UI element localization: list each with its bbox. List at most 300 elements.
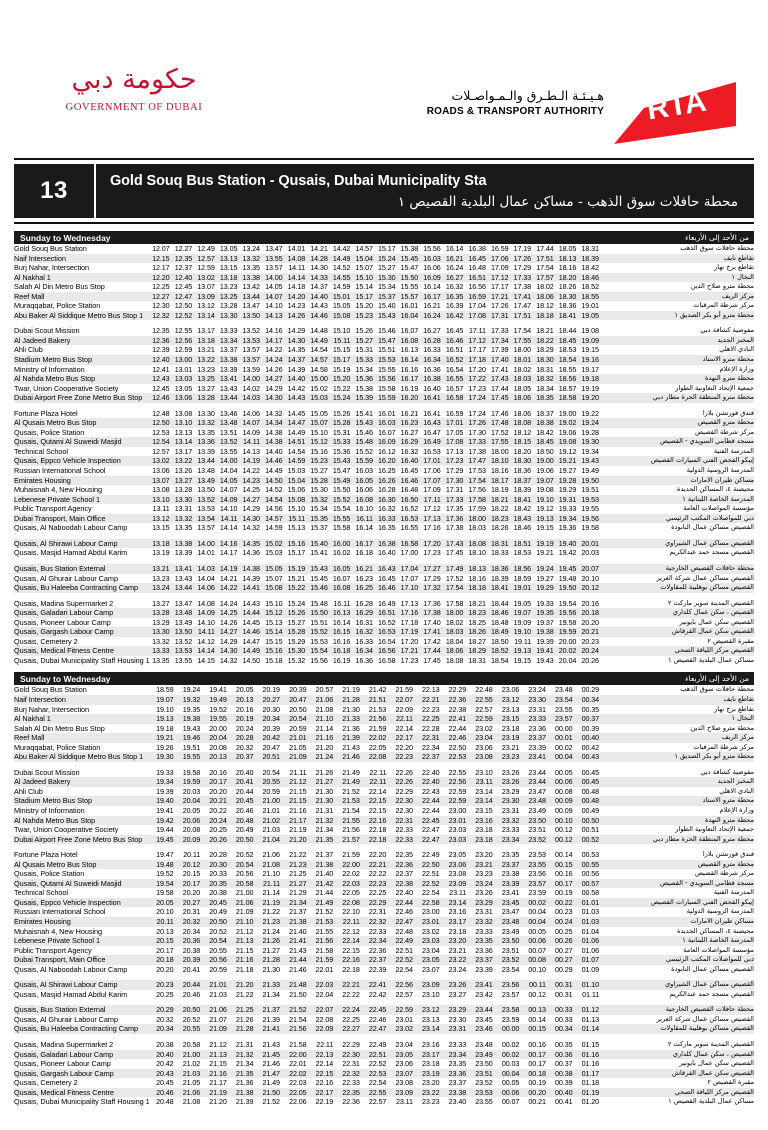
stop-name-arabic: محطة مترو النهدة [704, 374, 754, 383]
departure-time: 19.09 [513, 617, 532, 627]
departure-time: 15.11 [288, 513, 306, 523]
departure-time: 22.33 [395, 825, 413, 835]
departure-time: 19.37 [536, 617, 554, 627]
departure-time: 19.24 [536, 563, 554, 573]
departure-time: 18.15 [513, 437, 532, 447]
departure-time: 21.40 [289, 926, 307, 936]
departure-time: 21.11 [289, 767, 307, 777]
stop-name-arabic: دبي للمواصلات المكتب الرئيسي [666, 513, 754, 522]
departure-time: 15.22 [287, 583, 306, 593]
departure-time: 20.46 [182, 989, 201, 999]
table-row [14, 244, 754, 254]
departure-time: 18.22 [491, 504, 509, 514]
departure-time: 16.13 [400, 345, 419, 355]
departure-time: 22.50 [448, 742, 467, 752]
departure-time: 23.30 [501, 796, 520, 806]
departure-time: 00.04 [528, 917, 546, 926]
stop-name-arabic: المخبز الجديد [717, 777, 754, 786]
departure-time: 18.43 [513, 513, 532, 523]
departure-time: 14.22 [265, 345, 283, 355]
departure-time: 14.47 [287, 418, 306, 428]
departure-time: 14.30 [242, 513, 260, 523]
departure-time: 14.49 [265, 466, 283, 476]
departure-time: 14.02 [242, 383, 260, 393]
departure-time: 21.50 [289, 989, 307, 999]
departure-time: 22.47 [422, 834, 440, 844]
departure-time: 20.05 [235, 685, 254, 695]
departure-time: 23.11 [395, 1097, 413, 1107]
departure-time: 14.27 [242, 494, 260, 504]
departure-time: 13.13 [174, 427, 193, 437]
stop-name-english: Stadium Metro Bus Stop [14, 796, 92, 806]
departure-time: 16.45 [400, 466, 419, 476]
departure-time: 22.18 [368, 825, 387, 835]
departure-time: 16.32 [355, 627, 373, 637]
stop-name-arabic: مفوضية كشافة دبي [700, 767, 754, 776]
departure-time: 15.07 [265, 573, 283, 583]
departure-time: 19.17 [581, 364, 599, 374]
departure-time: 19.41 [156, 805, 174, 815]
departure-time: 12.59 [197, 263, 215, 273]
departure-time: 23.52 [501, 955, 520, 965]
stop-name-arabic: مركز الريف [721, 733, 754, 742]
departure-time: 17.45 [423, 655, 441, 665]
route-title-english: Gold Souq Bus Station - Qusais, Dubai Municipality Sta [110, 172, 487, 189]
departure-time: 18.55 [558, 364, 577, 374]
departure-time: 23.34 [501, 834, 520, 844]
stop-name-arabic: محطة حافلات سوق الذهب [680, 244, 754, 252]
departure-time: 23.39 [501, 878, 520, 888]
departure-time: 18.48 [491, 617, 509, 627]
departure-time: 18.50 [491, 636, 509, 646]
departure-time: 00.39 [581, 723, 600, 733]
departure-time: 01.06 [581, 945, 600, 955]
stop-name-arabic: القصيص مساكن بوهليبة للمقاولات [660, 1024, 754, 1033]
departure-time: 23.02 [395, 1024, 413, 1034]
departure-time: 21.02 [262, 815, 280, 825]
departure-time: 21.06 [262, 850, 280, 860]
departure-time: 00.13 [528, 1005, 546, 1015]
departure-time: 22.22 [368, 869, 387, 879]
departure-time: 22.15 [342, 945, 360, 955]
departure-time: 16.59 [468, 291, 486, 301]
departure-time: 14.03 [197, 563, 215, 573]
table-row [14, 608, 754, 618]
departure-time: 00.42 [581, 742, 600, 752]
departure-time: 18.31 [581, 244, 599, 253]
departure-time: 14.08 [287, 253, 306, 263]
departure-time: 20.28 [235, 733, 254, 743]
departure-time: 13.38 [174, 538, 193, 548]
departure-time: 13.44 [219, 393, 238, 403]
departure-time: 21.19 [342, 685, 360, 695]
departure-time: 17.11 [468, 326, 486, 336]
departure-time: 13.18 [152, 538, 170, 548]
departure-time: 22.51 [395, 945, 413, 955]
departure-time: 14.58 [310, 364, 328, 374]
departure-time: 13.55 [265, 253, 283, 263]
departure-time: 13.51 [219, 427, 238, 437]
departure-time: 23.44 [475, 1005, 493, 1015]
departure-time: 17.34 [491, 335, 509, 345]
departure-time: 17.04 [400, 563, 419, 573]
departure-time: 12.56 [174, 335, 193, 345]
departure-time: 16.24 [423, 310, 441, 320]
departure-time: 18.37 [513, 475, 532, 485]
departure-time: 12.37 [174, 263, 193, 273]
departure-time: 14.01 [287, 244, 306, 253]
departure-time: 14.23 [287, 301, 306, 311]
stop-name-english: Dubai Transport, Main Office [14, 513, 106, 523]
stop-name-english: Al Nakhal 1 [14, 714, 51, 724]
departure-time: 16.32 [378, 504, 396, 514]
departure-time: 20.45 [156, 1078, 174, 1088]
departure-time: 20.25 [156, 989, 174, 999]
departure-time: 20.11 [156, 917, 174, 926]
departure-time: 13.39 [219, 364, 238, 374]
departure-time: 18.18 [468, 583, 486, 593]
departure-time: 21.16 [315, 733, 334, 743]
departure-time: 17.51 [536, 253, 554, 263]
table-row [14, 980, 754, 990]
departure-time: 22.34 [422, 742, 440, 752]
departure-time: 14.45 [287, 408, 306, 418]
departure-time: 14.00 [197, 538, 215, 548]
stop-name-english: Burj Nahar, Intersection [14, 263, 90, 273]
departure-time: 14.43 [310, 301, 328, 311]
departure-time: 12.49 [197, 244, 215, 253]
table-row [14, 825, 754, 835]
table-row [14, 850, 754, 860]
departure-time: 21.52 [342, 786, 360, 796]
departure-time: 14.22 [242, 466, 260, 476]
departure-time: 20.55 [182, 1024, 201, 1034]
departure-time: 13.29 [152, 617, 170, 627]
departure-time: 20.05 [156, 897, 174, 907]
departure-time: 14.37 [310, 282, 328, 292]
departure-time: 20.54 [235, 859, 254, 869]
departure-time: 23.01 [395, 1014, 413, 1024]
departure-time: 22.09 [395, 704, 413, 714]
stop-name-arabic: مؤسسة المواصلات العامة [683, 945, 754, 954]
departure-time: 15.16 [310, 446, 328, 456]
stop-name-english: Qusais, Cemetery 2 [14, 636, 78, 646]
departure-time: 18.03 [468, 523, 486, 533]
departure-time: 22.11 [369, 777, 387, 787]
departure-time: 19.46 [182, 733, 201, 743]
departure-time: 00.24 [555, 917, 573, 926]
departure-time: 22.36 [368, 945, 387, 955]
departure-time: 18.37 [536, 408, 554, 418]
departure-time: 15.52 [332, 494, 351, 504]
departure-time: 17.41 [513, 291, 532, 301]
departure-time: 13.28 [174, 485, 193, 495]
departure-time: 17.12 [491, 272, 509, 282]
departure-time: 15.47 [378, 335, 396, 345]
departure-time: 14.25 [242, 485, 260, 495]
departure-time: 15.03 [287, 466, 306, 476]
departure-time: 13.24 [152, 583, 170, 593]
departure-time: 13.28 [197, 393, 215, 403]
table-row [14, 917, 754, 927]
departure-time: 18.00 [445, 608, 464, 618]
departure-time: 19.31 [558, 494, 577, 504]
departure-time: 14.43 [287, 393, 306, 403]
departure-time: 13.52 [242, 326, 260, 336]
departure-time: 00.25 [555, 926, 573, 936]
departure-time: 17.22 [468, 374, 486, 384]
departure-time: 00.55 [581, 859, 600, 869]
table-row [14, 1050, 754, 1060]
departure-time: 23.54 [555, 694, 573, 704]
departure-time: 22.07 [315, 1005, 334, 1015]
departure-time: 15.34 [378, 282, 396, 292]
departure-time: 20.46 [156, 1087, 174, 1097]
departure-time: 15.27 [310, 466, 328, 476]
departure-time: 14.26 [219, 617, 238, 627]
departure-time: 15.17 [287, 548, 306, 558]
departure-time: 20.08 [182, 825, 201, 835]
stop-name-english: Naif Intersection [14, 253, 66, 263]
departure-time: 19.20 [581, 393, 599, 403]
departure-time: 15.28 [332, 418, 351, 428]
departure-time: 20.47 [262, 742, 280, 752]
departure-time: 15.15 [332, 345, 351, 355]
departure-time: 13.22 [174, 456, 193, 466]
departure-time: 20.30 [262, 704, 280, 714]
departure-time: 14.49 [242, 646, 260, 656]
departure-time: 21.20 [315, 742, 334, 752]
departure-time: 13.35 [197, 427, 215, 437]
departure-time: 15.20 [355, 301, 373, 311]
departure-time: 17.54 [468, 475, 486, 485]
departure-time: 21.41 [262, 1024, 280, 1034]
stop-name-arabic: فندق فورتشن بلازا [702, 850, 754, 859]
departure-time: 22.45 [368, 1005, 387, 1015]
departure-time: 16.58 [400, 538, 419, 548]
departure-time: 00.48 [581, 796, 600, 806]
departure-time: 22.35 [395, 850, 413, 860]
departure-time: 00.03 [501, 1059, 520, 1069]
departure-time: 14.18 [287, 282, 306, 292]
departure-time: 18.42 [581, 263, 599, 273]
departure-time: 20.04 [209, 733, 227, 743]
departure-time: 16.30 [378, 494, 396, 504]
departure-time: 23.24 [475, 878, 493, 888]
departure-time: 19.11 [514, 636, 532, 646]
departure-time: 13.14 [197, 310, 215, 320]
departure-time: 13.52 [197, 494, 215, 504]
departure-time: 19.56 [558, 608, 577, 618]
departure-time: 14.07 [242, 418, 260, 428]
departure-time: 16.07 [400, 326, 419, 336]
departure-time: 16.33 [378, 513, 396, 523]
stop-name-english: Al Jadeed Bakery [14, 777, 71, 787]
departure-time: 14.19 [242, 456, 260, 466]
departure-time: 13.39 [197, 446, 215, 456]
departure-time: 21.43 [342, 742, 360, 752]
departure-time: 16.41 [423, 408, 441, 418]
departure-time: 23.47 [528, 786, 546, 796]
departure-time: 20.21 [581, 627, 599, 637]
stop-name-arabic: مساكن طيران الامارات [690, 917, 754, 925]
departure-time: 21.50 [262, 1087, 280, 1097]
departure-time: 19.01 [581, 301, 599, 311]
departure-time: 15.27 [355, 335, 373, 345]
departure-time: 19.07 [156, 694, 174, 704]
departure-time: 18.31 [468, 655, 486, 665]
departure-time: 21.04 [262, 834, 280, 844]
departure-time: 15.28 [310, 475, 328, 485]
departure-time: 22.36 [342, 1097, 360, 1107]
departure-time: 19.55 [581, 504, 599, 514]
stop-name-english: Dubai Airport Free Zone Metro Bus Stop [14, 834, 143, 844]
departure-time: 17.43 [491, 374, 509, 384]
departure-time: 23.16 [475, 815, 493, 825]
departure-time: 16.28 [378, 485, 396, 495]
departure-time: 21.15 [289, 786, 307, 796]
departure-time: 22.32 [368, 917, 387, 926]
table-row [14, 504, 754, 514]
departure-time: 21.28 [262, 955, 280, 965]
departure-time: 14.10 [197, 617, 215, 627]
departure-time: 14.39 [242, 573, 260, 583]
departure-time: 13.34 [219, 335, 238, 345]
departure-time: 12.43 [152, 374, 170, 384]
departure-time: 16.19 [332, 655, 351, 665]
departure-time: 20.01 [581, 538, 599, 548]
stop-name-english: Qusais, Galadari Labour Camp [14, 608, 114, 618]
stop-name-english: Qusais, Al Shirawi Labour Camp [14, 538, 118, 548]
stop-name-arabic: مسجد قطامي السويدي - القصيص [659, 878, 754, 887]
departure-time: 22.26 [395, 767, 413, 777]
departure-time: 18.05 [513, 383, 532, 393]
departure-time: 17.35 [445, 504, 464, 514]
departure-time: 23.31 [448, 1024, 467, 1034]
departure-time: 14.24 [219, 598, 238, 608]
departure-time: 21.39 [262, 1014, 280, 1024]
departure-time: 00.45 [581, 777, 600, 787]
stop-name-arabic: وزارة الإعلام [719, 805, 754, 814]
departure-time: 20.32 [182, 917, 201, 926]
departure-time: 23.48 [528, 796, 546, 806]
departure-time: 22.18 [342, 964, 360, 974]
stop-name-english: Qusais, Police Station [14, 427, 85, 437]
departure-time: 16.07 [332, 573, 351, 583]
departure-time: 17.46 [491, 408, 509, 418]
departure-time: 19.02 [558, 418, 577, 428]
departure-time: 19.43 [581, 456, 599, 466]
departure-time: 12.40 [174, 272, 193, 282]
section-header-bar [14, 672, 754, 685]
departure-time: 14.30 [287, 335, 306, 345]
departure-time: 20.22 [209, 805, 227, 815]
departure-time: 19.34 [156, 777, 174, 787]
departure-time: 22.26 [395, 777, 413, 787]
departure-time: 21.52 [289, 1005, 307, 1015]
departure-time: 20.12 [182, 859, 201, 869]
departure-time: 13.38 [242, 272, 260, 282]
stop-name-english: Qusais, Galadari Labour Camp [14, 1049, 114, 1059]
departure-time: 23.41 [475, 980, 493, 990]
departure-time: 16.09 [423, 272, 441, 282]
departure-time: 14.21 [310, 244, 328, 253]
timetable [14, 685, 754, 1106]
departure-time: 14.09 [219, 494, 238, 504]
departure-time: 20.48 [156, 1097, 174, 1107]
departure-time: 21.28 [235, 1024, 254, 1034]
departure-time: 13.10 [152, 494, 170, 504]
departure-time: 15.29 [287, 636, 306, 646]
table-row [14, 806, 754, 816]
table-row [14, 685, 754, 695]
departure-time: 14.57 [265, 513, 283, 523]
departure-time: 18.26 [491, 523, 509, 533]
stop-name-arabic: النخال ١ [731, 272, 754, 281]
departure-time: 15.12 [310, 437, 328, 447]
departure-time: 22.57 [368, 1097, 387, 1107]
departure-time: 01.09 [581, 964, 600, 974]
departure-time: 20.18 [156, 955, 174, 965]
departure-time: 21.15 [209, 1059, 227, 1069]
departure-time: 17.30 [468, 427, 486, 437]
departure-time: 22.30 [342, 1049, 360, 1059]
departure-time: 20.12 [581, 583, 599, 593]
departure-time: 14.26 [287, 310, 306, 320]
departure-time: 14.30 [219, 646, 238, 656]
departure-time: 13.33 [152, 646, 170, 656]
departure-time: 22.08 [315, 1014, 334, 1024]
departure-time: 13.26 [174, 466, 193, 476]
departure-time: 23.39 [475, 964, 493, 974]
departure-time: 13.06 [152, 466, 170, 476]
stop-name-english: Lebenese Private School 1 [14, 494, 100, 504]
table-row [14, 965, 754, 975]
table-row [14, 787, 754, 797]
departure-time: 23.01 [448, 815, 467, 825]
departure-time: 15.54 [310, 646, 328, 656]
departure-time: 15.50 [400, 272, 419, 282]
departure-time: 15.55 [378, 364, 396, 374]
stop-name-english: Qusais, Bus Station External [14, 563, 106, 573]
departure-time: 21.15 [289, 796, 307, 806]
departure-time: 00.15 [528, 1024, 546, 1034]
departure-time: 20.04 [182, 796, 201, 806]
departure-time: 17.38 [445, 523, 464, 533]
departure-time: 22.33 [368, 926, 387, 936]
departure-time: 16.36 [423, 364, 441, 374]
departure-time: 13.00 [174, 355, 193, 365]
departure-time: 23.29 [448, 1005, 467, 1015]
departure-time: 23.36 [528, 723, 546, 733]
table-row [14, 456, 754, 466]
departure-time: 20.11 [183, 850, 201, 860]
departure-time: 20.17 [182, 878, 201, 888]
table-row [14, 1040, 754, 1050]
departure-time: 21.10 [315, 714, 334, 724]
departure-time: 23.17 [448, 917, 467, 926]
departure-time: 22.08 [342, 897, 360, 907]
departure-time: 13.31 [174, 504, 193, 514]
departure-time: 16.15 [332, 627, 351, 637]
departure-time: 19.52 [156, 869, 174, 879]
departure-time: 16.49 [378, 598, 396, 608]
stop-name-arabic: محطة مترو المنطقة الحرة مطار دبي [652, 834, 754, 843]
departure-time: 16.54 [378, 636, 396, 646]
departure-time: 22.37 [368, 955, 387, 965]
departure-time: 12.20 [152, 272, 170, 282]
departure-time: 21.19 [209, 1087, 227, 1097]
